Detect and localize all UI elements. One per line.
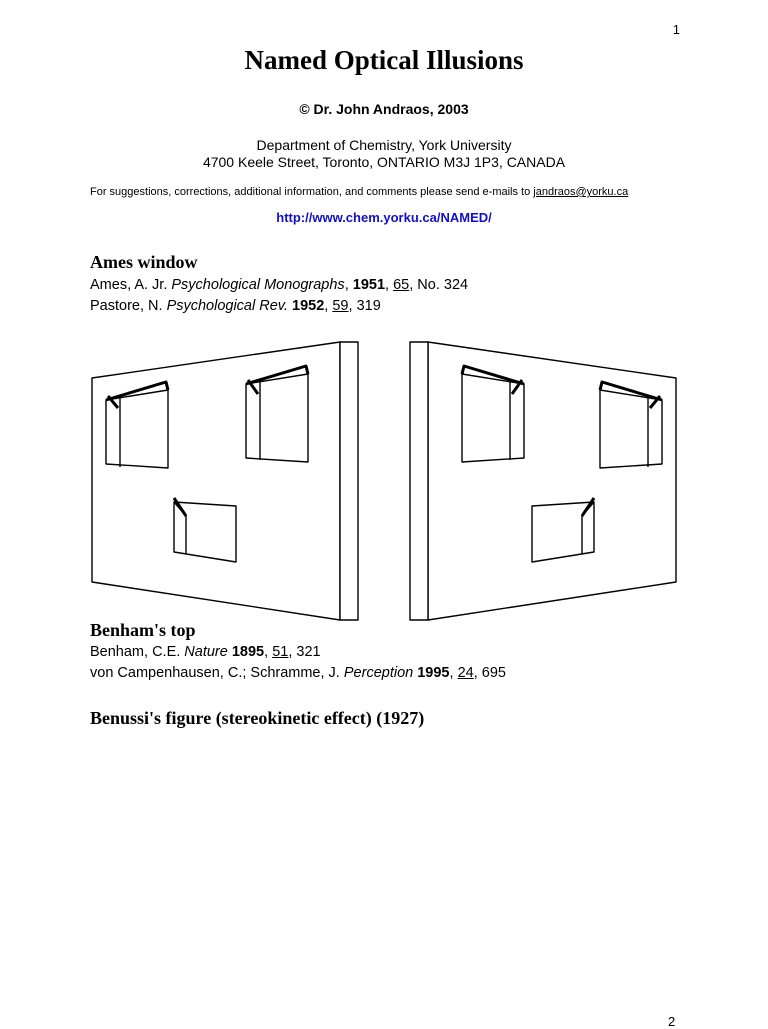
address-line: 4700 Keele Street, Toronto, ONTARIO M3J 1P3, CANADA <box>202 154 566 170</box>
author-line: © Dr. John Andraos, 2003 <box>299 101 469 117</box>
ref-pages: 695 <box>481 665 506 681</box>
ref-journal: Psychological Rev. <box>166 298 288 314</box>
reference-line: von Campenhausen, C.; Schramme, J. Perception 1995, 24, 695 <box>90 665 506 681</box>
section-heading-benussis-figure: Benussi's figure (stereokinetic effect) (1927) <box>90 708 425 728</box>
reference-line: Benham, C.E. Nature 1895, 51, 321 <box>90 644 321 660</box>
ref-volume: 65 <box>393 277 410 293</box>
reference-line: Ames, A. Jr. Psychological Monographs, 1951, 65, No. 324 <box>90 277 469 293</box>
website-url <box>0 210 768 225</box>
department-line: Department of Chemistry, York University <box>256 137 512 153</box>
contact-line <box>90 186 628 198</box>
ref-authors: von Campenhausen, C.; Schramme, J. <box>90 665 344 681</box>
left-trapezoid-wall <box>92 342 358 620</box>
contact-email-link[interactable]: jandraos@yorku.ca <box>533 186 629 198</box>
ref-journal: Psychological Monographs <box>171 277 345 293</box>
page-number: 1 <box>672 22 680 37</box>
ames-window-figure <box>88 336 684 622</box>
website-link[interactable]: http://www.chem.yorku.ca/NAMED/ <box>276 210 492 225</box>
ref-pages: 321 <box>296 644 321 660</box>
right-trapezoid-wall <box>410 342 676 620</box>
ref-year: 1952 <box>292 298 325 314</box>
ref-year: 1895 <box>231 644 265 660</box>
reference-line: Pastore, N. Psychological Rev. 1952, 59, 319 <box>90 298 381 314</box>
ref-journal: Perception <box>343 665 414 681</box>
ref-journal: Nature <box>184 644 228 660</box>
document-title: Named Optical Illusions <box>244 45 524 75</box>
ref-authors: Ames, A. Jr. <box>90 277 172 293</box>
section-heading-benhams-top: Benham's top <box>90 620 196 640</box>
ref-authors: Benham, C.E. <box>90 644 185 660</box>
ref-authors: Pastore, N. <box>90 298 167 314</box>
ref-volume: 24 <box>457 665 474 681</box>
ref-volume: 59 <box>332 298 349 314</box>
ref-year: 1995 <box>417 665 450 681</box>
ref-pages: No. 324 <box>417 277 469 293</box>
ref-volume: 51 <box>272 644 289 660</box>
ref-year: 1951 <box>352 277 386 293</box>
section-heading-ames-window: Ames window <box>90 252 198 272</box>
ref-pages: 319 <box>356 298 381 314</box>
contact-text: For suggestions, corrections, additional information, and comments please send e-mails to <box>90 186 534 198</box>
next-page-number: 2 <box>668 1014 676 1029</box>
